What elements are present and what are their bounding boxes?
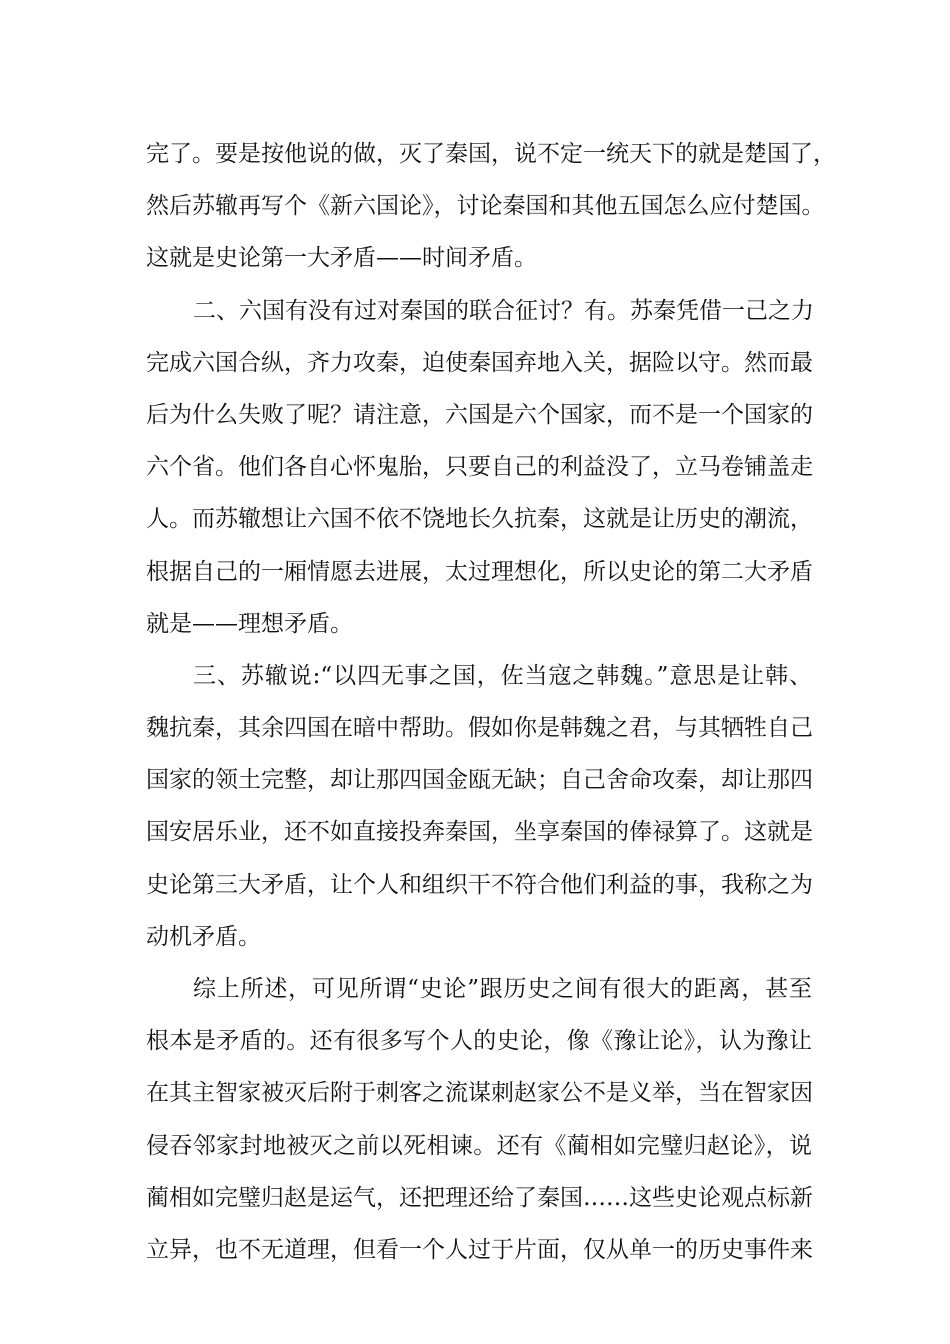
text-line: 根本是矛盾的。还有很多写个人的史论，像《豫让论》，认为豫让 xyxy=(146,1028,812,1055)
text-line: 然后苏辙再写个《新六国论》，讨论秦国和其他五国怎么应付楚国。 xyxy=(146,193,825,220)
text-line: 魏抗秦，其余四国在暗中帮助。假如你是韩魏之君，与其牺牲自己 xyxy=(146,715,813,742)
text-line: 完成六国合纵，齐力攻秦，迫使秦国弃地入关，据险以守。然而最 xyxy=(146,349,813,376)
text-line: 立异，也不无道理，但看一个人过于片面，仅从单一的历史事件来 xyxy=(146,1236,813,1263)
text-line: 就是——理想矛盾。 xyxy=(146,610,353,637)
text-line: 人。而苏辙想让六国不依不饶地长久抗秦，这就是让历史的潮流， xyxy=(146,506,813,533)
paragraph-summary xyxy=(146,963,812,1276)
paragraph-time-contradiction xyxy=(146,128,836,285)
text-line: 侵吞邻家封地被灭之前以死相谏。还有《蔺相如完璧归赵论》，说 xyxy=(146,1132,812,1159)
text-line: 三、苏辙说:“以四无事之国，佐当寇之韩魏。”意思是让韩、 xyxy=(193,662,812,689)
paragraph-motive-contradiction xyxy=(146,650,812,963)
paragraph-ideal-contradiction xyxy=(146,285,812,650)
text-line: 国家的领土完整，却让那四国金瓯无缺；自己舍命攻秦，却让那四 xyxy=(146,767,813,794)
text-line: 这就是史论第一大矛盾——时间矛盾。 xyxy=(146,245,537,272)
text-line: 二、六国有没有过对秦国的联合征讨？有。苏秦凭借一己之力 xyxy=(193,297,814,324)
body-text xyxy=(146,128,836,1276)
text-line: 后为什么失败了呢？请注意，六国是六个国家，而不是一个国家的 xyxy=(146,401,813,428)
text-line: 史论第三大矛盾，让个人和组织干不符合他们利益的事，我称之为 xyxy=(146,871,813,898)
text-line: 根据自己的一厢情愿去进展，太过理想化，所以史论的第二大矛盾 xyxy=(146,558,813,585)
text-line: 在其主智家被灭后附于刺客之流谋刺赵家公不是义举，当在智家因 xyxy=(146,1080,813,1107)
text-line: 蔺相如完璧归赵是运气，还把理还给了秦国……这些史论观点标新 xyxy=(146,1184,813,1211)
text-line: 六个省。他们各自心怀鬼胎，只要自己的利益没了，立马卷铺盖走 xyxy=(146,454,813,481)
text-line: 综上所述，可见所谓“史论”跟历史之间有很大的距离，甚至 xyxy=(193,976,812,1002)
text-line: 国安居乐业，还不如直接投奔秦国，坐享秦国的俸禄算了。这就是 xyxy=(146,819,813,846)
text-line: 动机矛盾。 xyxy=(146,923,261,950)
text-line: 完了。要是按他说的做，灭了秦国，说不定一统天下的就是楚国了， xyxy=(146,141,836,167)
